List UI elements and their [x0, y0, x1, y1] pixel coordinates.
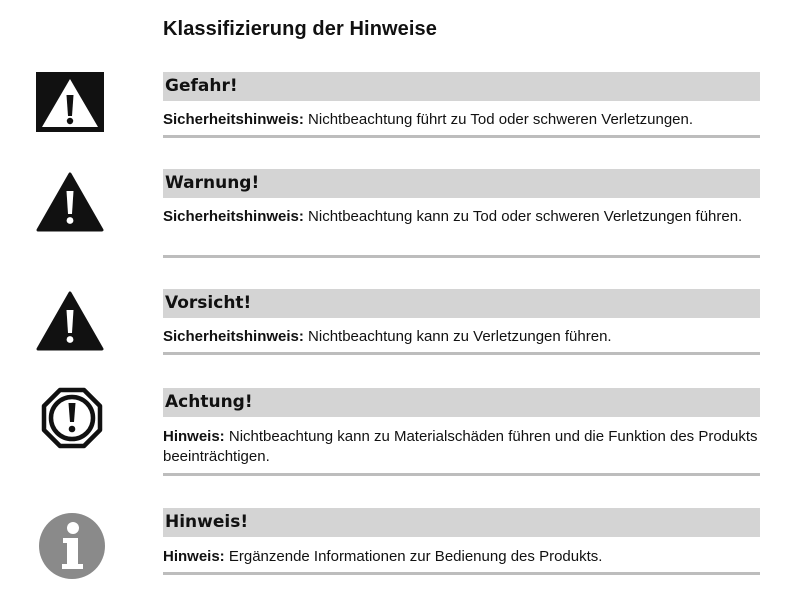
section-body: Nichtbeachtung kann zu Tod oder schweren Verletzungen führen.	[303, 208, 743, 225]
section-text	[163, 110, 760, 130]
section-label: Sicherheitshinweis:	[163, 111, 304, 128]
section-label: Hinweis:	[163, 428, 225, 445]
section-text	[163, 327, 760, 347]
divider	[163, 352, 760, 355]
divider	[163, 135, 760, 138]
attention-octagon-icon	[40, 386, 104, 450]
section-heading: Vorsicht!	[163, 289, 760, 318]
section-heading: Warnung!	[163, 169, 760, 198]
page-title: Klassifizierung der Hinweise	[163, 18, 437, 40]
danger-warning-icon	[36, 72, 104, 132]
info-circle-icon	[38, 512, 106, 580]
divider	[163, 255, 760, 258]
section-body: Nichtbeachtung führt zu Tod oder schweren Verletzungen.	[303, 111, 694, 128]
section-heading: Gefahr!	[163, 72, 760, 101]
section-text	[163, 547, 760, 567]
divider	[163, 473, 760, 476]
warning-triangle-icon	[36, 172, 104, 232]
section-body: Ergänzende Informationen zur Bedienung des Produkts.	[224, 548, 603, 565]
caution-triangle-icon	[36, 291, 104, 351]
section-label: Sicherheitshinweis:	[163, 328, 304, 345]
section-text	[163, 427, 760, 467]
section-label: Hinweis:	[163, 548, 225, 565]
section-body: Nichtbeachtung kann zu Verletzungen führen.	[303, 328, 612, 345]
section-body: Nichtbeachtung kann zu Materialschäden führen und die Funktion des Produkts beeinträchtigen.	[163, 428, 758, 465]
section-heading: Achtung!	[163, 388, 760, 417]
section-text	[163, 207, 760, 227]
section-label: Sicherheitshinweis:	[163, 208, 304, 225]
divider	[163, 572, 760, 575]
section-heading: Hinweis!	[163, 508, 760, 537]
